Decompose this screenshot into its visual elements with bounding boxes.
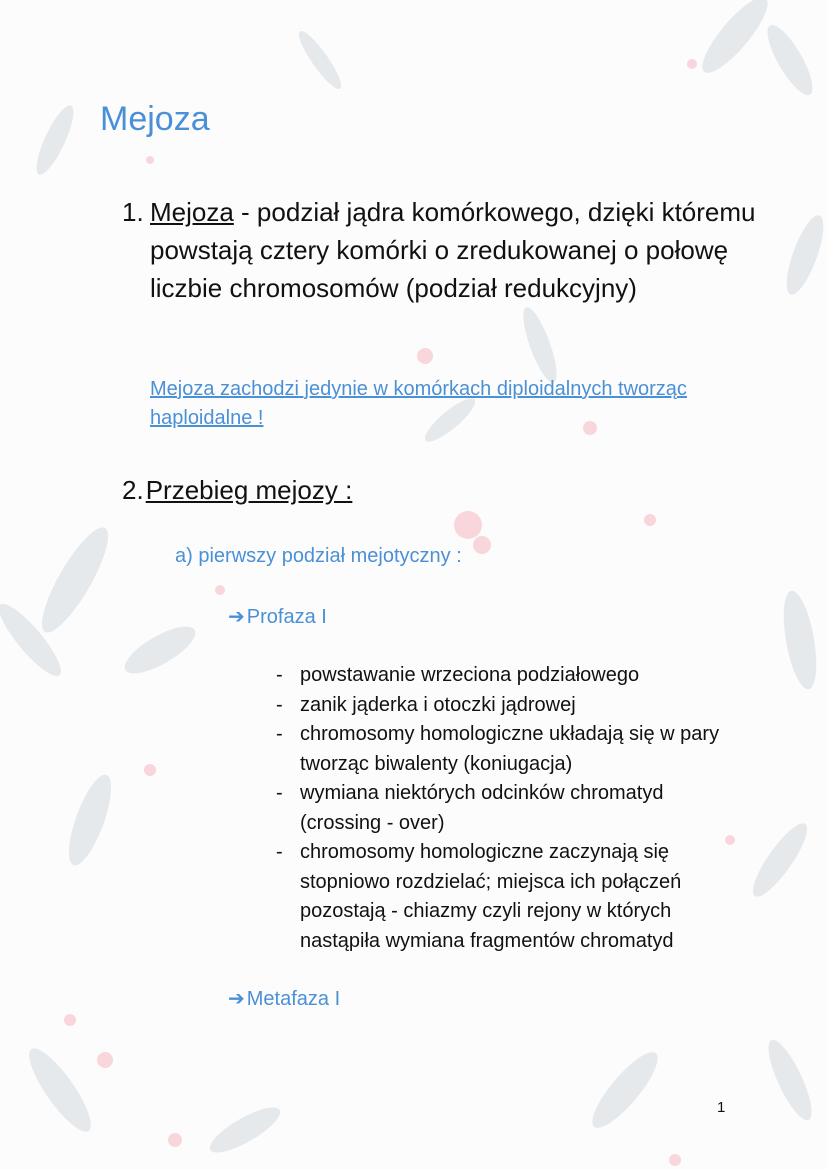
section-2-heading: Przebieg mejozy : [145,475,353,505]
dash-bullet: - [276,841,283,863]
list-item-text: chromosomy homologiczne układają się w pary tworząc biwalenty (koniugacja) [300,723,720,775]
page-number: 1 [717,1099,726,1116]
subsection-a-heading: a) pierwszy podział mejotyczny : [175,545,462,567]
list-item-text: wymiana niektórych odcinków chromatyd (crossing - over) [300,782,664,834]
list-item [276,661,746,691]
list-item-text: zanik jąderka i otoczki jądrowej [300,693,576,716]
phase-metafaza [228,986,340,1011]
section-2 [122,473,352,507]
list-item [276,838,746,956]
arrow-right-icon: ➔ [228,606,245,628]
note-link[interactable]: Mejoza zachodzi jedynie w komórkach diploidalnych tworząc haploidalne ! [150,378,687,429]
phase-profaza [228,604,327,629]
profaza-list [276,661,746,956]
dash-bullet: - [276,664,283,686]
term-mejoza: Mejoza [150,197,234,227]
list-item-text: powstawanie wrzeciona podziałowego [300,664,640,686]
dash-bullet: - [276,723,283,745]
page-title: Mejoza [100,100,210,138]
phase-profaza-label: Profaza I [246,606,327,628]
section-2-number: 2. [122,475,144,505]
list-item-text: chromosomy homologiczne zaczynają się stopniowo rozdzielać; miejsca ich połączeń pozostają - chiazmy czyli rejony w których nastąpiła wymiana fragmentów chromatyd [300,841,682,952]
section-1-body [150,193,762,307]
dash-bullet: - [276,693,283,716]
arrow-right-icon: ➔ [228,988,245,1010]
definition-text: - podział jądra komórkowego, dzięki któremu powstają cztery komórki o zredukowanej o połowę liczbie chromosomów (podział redukcyjny) [150,197,756,303]
section-1 [122,193,762,307]
list-item [276,691,746,721]
list-item [276,720,746,779]
section-1-number: 1. [122,197,144,227]
list-item [276,779,746,838]
phase-metafaza-label: Metafaza I [246,988,341,1010]
dash-bullet: - [276,782,283,804]
